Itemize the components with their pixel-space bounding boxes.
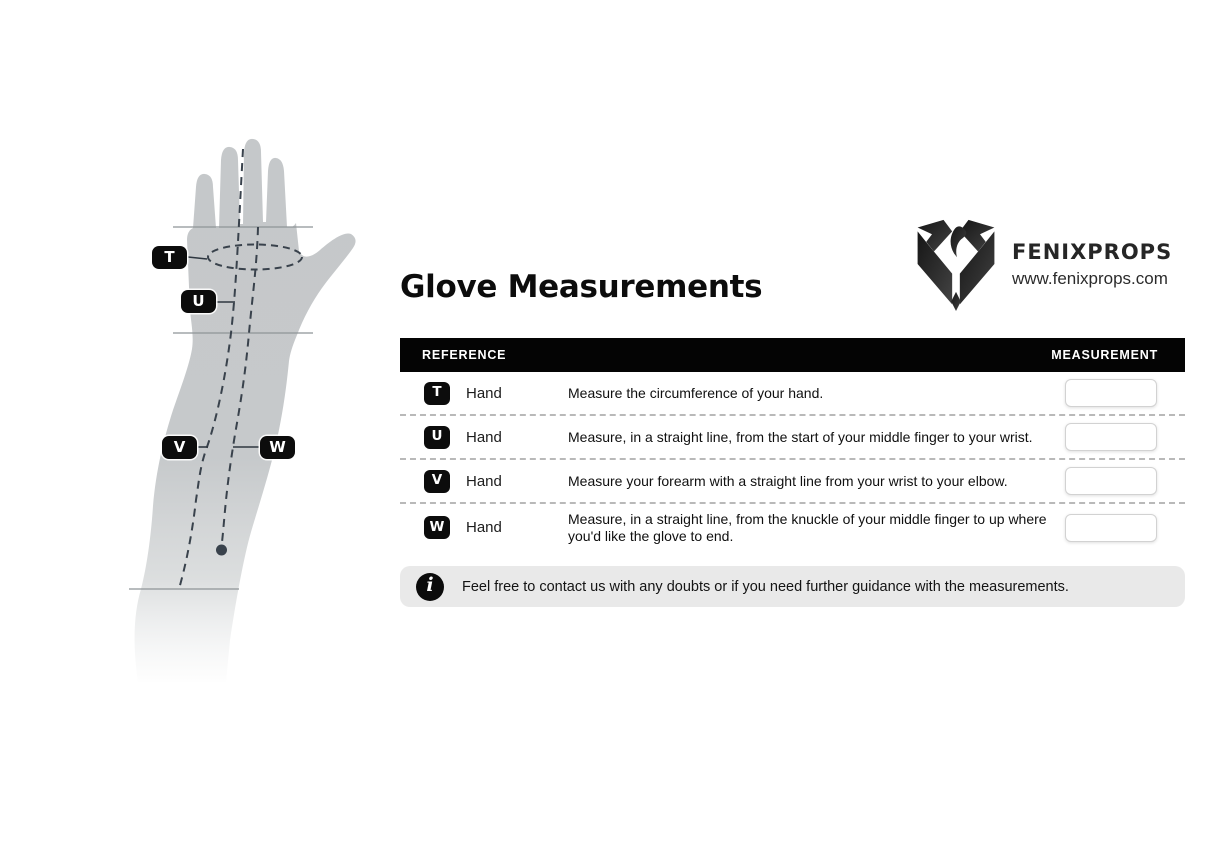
reference-badge: U: [424, 426, 450, 449]
table-row: [400, 372, 1185, 414]
measurement-input[interactable]: [1065, 514, 1157, 542]
brand-name: FENIXPROPS: [1012, 239, 1173, 264]
arm-illustration: [110, 130, 390, 690]
contact-note-text: Feel free to contact us with any doubts or if you need further guidance with the measurements.: [462, 578, 1069, 595]
diagram-label-w: W: [260, 436, 295, 459]
diagram-label-t: T: [152, 246, 187, 269]
reference-badge: W: [424, 516, 450, 539]
body-part-label: Hand: [466, 519, 502, 537]
arm-measurement-diagram: [110, 130, 390, 690]
measurement-column-header: MEASUREMENT: [1051, 348, 1158, 362]
measurement-input[interactable]: [1065, 423, 1157, 451]
measurement-input[interactable]: [1065, 379, 1157, 407]
measurement-rows: [400, 372, 1185, 551]
table-row: [400, 502, 1185, 551]
brand-block: [908, 216, 1172, 312]
brand-website: www.fenixprops.com: [1012, 268, 1168, 288]
measure-description: Measure your forearm with a straight line from your wrist to your elbow.: [568, 472, 1008, 489]
measurements-panel: [400, 338, 1185, 607]
table-header: [400, 338, 1185, 372]
body-part-label: Hand: [466, 472, 502, 490]
arm-silhouette: [135, 139, 356, 682]
table-row: [400, 458, 1185, 502]
measure-description: Measure the circumference of your hand.: [568, 384, 824, 401]
measure-description: Measure, in a straight line, from the start of your middle finger to your wrist.: [568, 428, 1033, 445]
reference-badge: T: [424, 382, 450, 405]
reference-column-header: REFERENCE: [422, 348, 507, 362]
body-part-label: Hand: [466, 384, 502, 402]
reference-badge: V: [424, 470, 450, 493]
body-part-label: Hand: [466, 428, 502, 446]
table-row: [400, 414, 1185, 458]
contact-note: [400, 566, 1185, 607]
diagram-label-u: U: [181, 290, 216, 313]
measurement-input[interactable]: [1065, 467, 1157, 495]
diagram-label-v: V: [162, 436, 197, 459]
info-icon: i: [416, 573, 444, 601]
page-title: Glove Measurements: [400, 268, 763, 305]
phoenix-logo-icon: [908, 216, 1004, 312]
glove-end-dot: [216, 545, 227, 556]
measure-description: Measure, in a straight line, from the knuckle of your middle finger to up where you'd like the glove to end.: [568, 511, 1047, 544]
